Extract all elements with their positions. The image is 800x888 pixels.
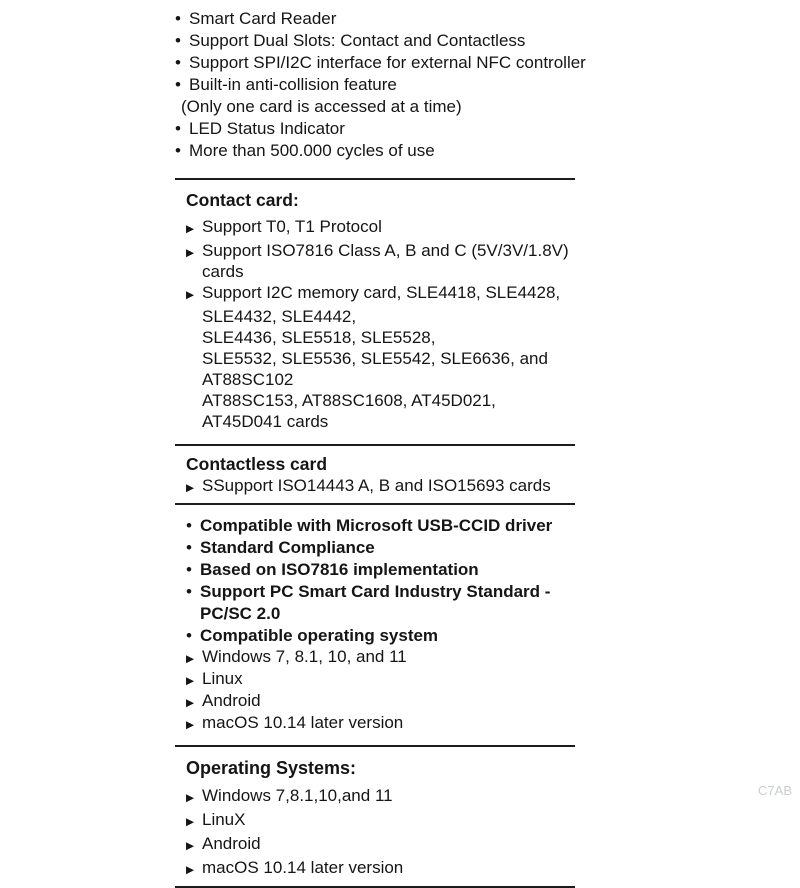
os-text: Linux — [202, 669, 243, 688]
os-line — [186, 647, 589, 669]
feature-text: (Only one card is accessed at a time) — [181, 97, 462, 116]
spec-text: Support ISO7816 Class A, B and C (5V/3V/1.8V) cards — [202, 241, 569, 281]
spec-line — [186, 216, 589, 240]
bullet-icon: • — [175, 9, 181, 28]
triangle-icon: ▶ — [186, 289, 195, 301]
compliance-line — [186, 537, 589, 559]
os-text: Android — [202, 834, 261, 853]
os-text: Windows 7, 8.1, 10, and 11 — [202, 647, 407, 666]
section-divider — [175, 745, 575, 747]
compliance-text: Standard Compliance — [200, 538, 375, 557]
spec-text: SSupport ISO14443 A, B and ISO15693 cards — [202, 476, 551, 495]
compliance-text: Compatible with Microsoft USB-CCID driver — [200, 516, 553, 535]
contactless-card-title: Contactless card — [186, 454, 328, 474]
spec-line-continuation — [186, 390, 589, 411]
compliance-line — [186, 515, 589, 537]
feature-text: More than 500.000 cycles of use — [189, 141, 435, 160]
triangle-icon: ▶ — [186, 675, 195, 687]
spec-text: SLE5532, SLE5536, SLE5542, SLE6636, and AT88SC102 — [202, 349, 548, 389]
feature-line — [175, 118, 589, 140]
os-line — [186, 669, 589, 691]
spec-text: Support T0, T1 Protocol — [202, 217, 382, 236]
os-line — [186, 691, 589, 713]
triangle-icon: ▶ — [186, 247, 195, 259]
spec-text: SLE4432, SLE4442, — [202, 307, 357, 326]
spec-text: SLE4436, SLE5518, SLE5528, — [202, 328, 436, 347]
os-text: Android — [202, 691, 261, 710]
compliance-line — [186, 581, 589, 625]
spec-line-continuation — [186, 411, 589, 432]
feature-text: Support SPI/I2C interface for external NFC controller — [189, 53, 586, 72]
triangle-icon: ▶ — [186, 792, 195, 804]
operating-systems-section — [186, 756, 589, 881]
contact-card-section — [186, 189, 589, 432]
os-text: macOS 10.14 later version — [202, 858, 404, 877]
operating-systems-title: Operating Systems: — [186, 758, 357, 778]
spec-text: Support I2C memory card, SLE4418, SLE4428, — [202, 283, 561, 302]
bullet-icon: • — [186, 626, 192, 645]
bullet-icon: • — [175, 31, 181, 50]
spec-line — [186, 282, 589, 306]
contactless-card-section — [186, 453, 589, 499]
triangle-icon: ▶ — [186, 719, 195, 731]
compliance-line — [186, 559, 589, 581]
spec-text: AT88SC153, AT88SC1608, AT45D021, — [202, 391, 496, 410]
contactless-card-list — [186, 475, 589, 499]
compliance-text: Compatible operating system — [200, 626, 439, 645]
watermark: C7AB — [758, 783, 792, 798]
spec-text: AT45D041 cards — [202, 412, 329, 431]
bullet-icon: • — [175, 141, 181, 160]
bullet-icon: • — [186, 560, 192, 579]
contact-card-list — [186, 216, 589, 432]
triangle-icon: ▶ — [186, 223, 195, 235]
spec-line — [186, 240, 589, 282]
bullet-icon: • — [186, 516, 192, 535]
feature-line — [175, 8, 589, 30]
os-text: macOS 10.14 later version — [202, 713, 404, 732]
section-divider — [175, 503, 575, 505]
bullet-icon: • — [186, 582, 192, 601]
os-text: LinuX — [202, 810, 246, 829]
section-divider — [175, 178, 575, 180]
spec-line-continuation — [186, 306, 589, 327]
triangle-icon: ▶ — [186, 840, 195, 852]
compatible-os-list — [186, 647, 589, 735]
features-list — [175, 8, 589, 162]
feature-line-continuation — [175, 96, 589, 118]
feature-text: Smart Card Reader — [189, 9, 337, 28]
compliance-text: Support PC Smart Card Industry Standard - PC/SC 2.0 — [200, 582, 551, 623]
triangle-icon: ▶ — [186, 816, 195, 828]
compliance-section — [186, 515, 589, 647]
feature-line — [175, 30, 589, 52]
os-line — [186, 713, 589, 735]
triangle-icon: ▶ — [186, 697, 195, 709]
spec-line-continuation — [186, 327, 589, 348]
bullet-icon: • — [175, 75, 181, 94]
feature-text: LED Status Indicator — [189, 119, 345, 138]
feature-line — [175, 74, 589, 96]
compliance-text: Based on ISO7816 implementation — [200, 560, 479, 579]
feature-line — [175, 140, 589, 162]
os-line — [186, 833, 589, 857]
feature-text: Built-in anti-collision feature — [189, 75, 397, 94]
os-text: Windows 7,8.1,10,and 11 — [202, 786, 393, 805]
bullet-icon: • — [175, 119, 181, 138]
contact-card-title: Contact card: — [186, 190, 299, 210]
section-divider — [175, 444, 575, 446]
feature-text: Support Dual Slots: Contact and Contactless — [189, 31, 526, 50]
os-line — [186, 785, 589, 809]
triangle-icon: ▶ — [186, 864, 195, 876]
bullet-icon: • — [175, 53, 181, 72]
spec-sheet — [175, 8, 589, 888]
bullet-icon: • — [186, 538, 192, 557]
spec-line — [186, 475, 589, 499]
triangle-icon: ▶ — [186, 653, 195, 665]
operating-systems-list — [186, 785, 589, 881]
triangle-icon: ▶ — [186, 482, 195, 494]
spec-line-continuation — [186, 348, 589, 390]
os-line — [186, 809, 589, 833]
os-line — [186, 857, 589, 881]
compliance-line — [186, 625, 589, 647]
feature-line — [175, 52, 589, 74]
